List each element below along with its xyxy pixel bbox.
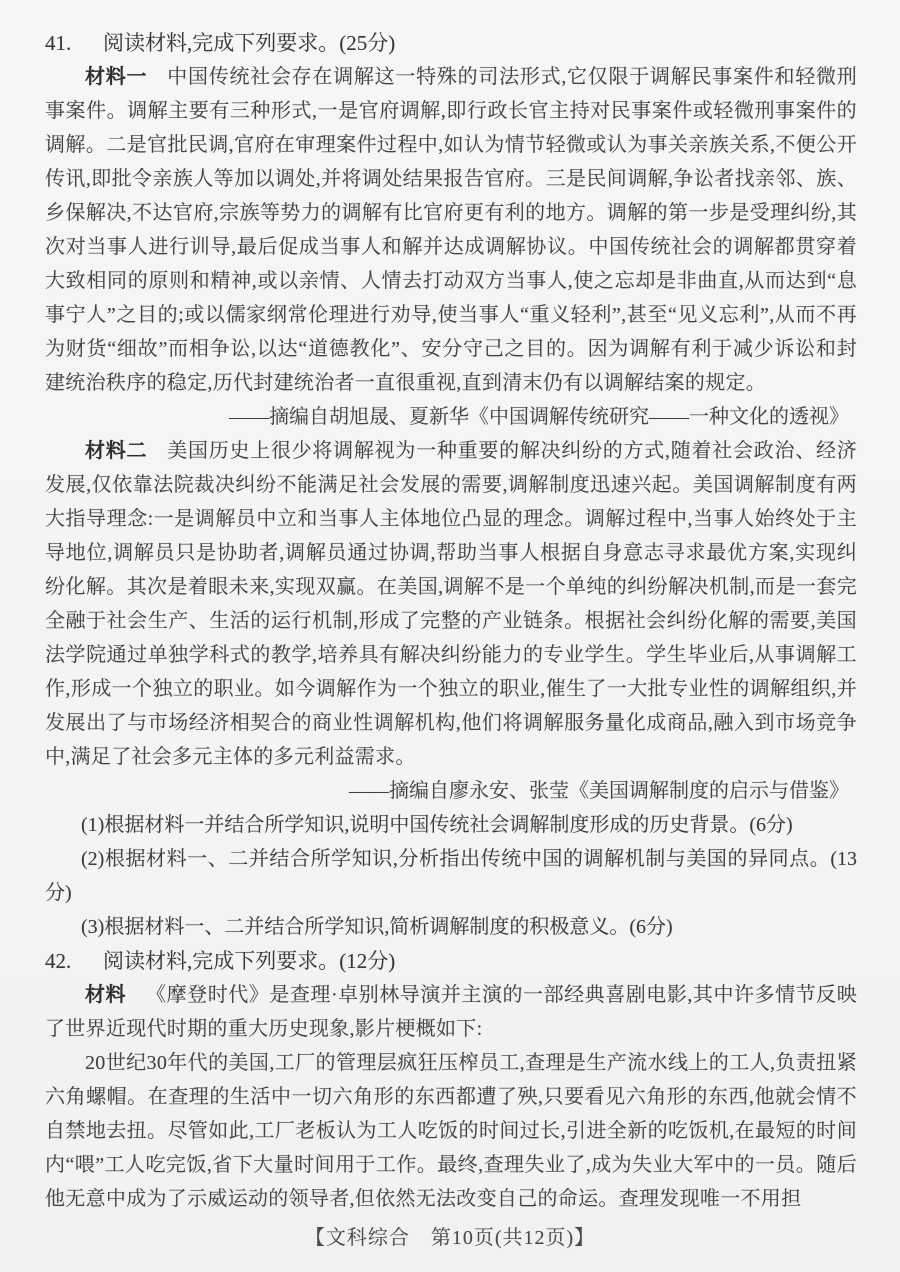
material-1-source: ——摘编自胡旭晟、夏新华《中国调解传统研究——一种文化的透视》 — [229, 406, 849, 428]
material-1-paragraph — [45, 60, 857, 400]
question-42-number: 42. — [45, 949, 72, 973]
question-42-prompt: 阅读材料,完成下列要求。(12分) — [103, 949, 396, 973]
material-2-label: 材料二 — [85, 440, 148, 462]
material-42-intro: 《摩登时代》是查理·卓别林导演并主演的一部经典喜剧电影,其中许多情节反映了世界近现代时期的重大历史现象,影片梗概如下: — [45, 984, 857, 1040]
sub-question-1: (1)根据材料一并结合所学知识,说明中国传统社会调解制度形成的历史背景。(6分) — [81, 814, 793, 836]
question-41-heading — [45, 26, 857, 60]
sub-question-2: (2)根据材料一、二并结合所学知识,分析指出传统中国的调解机制与美国的异同点。(13分) — [45, 848, 857, 904]
material-2-text: 美国历史上很少将调解视为一种重要的解决纠纷的方式,随着社会政治、经济发展,仅依靠法院裁决纠纷不能满足社会发展的需要,调解制度迅速兴起。美国调解制度有两大指导理念:一是调解员中立和当事人主体地位凸显的理念。调解过程中,当事人始终处于主导地位,调解员只是协助者,调解员通过协调,帮助当事人根据自身意志寻求最优方案,实现纠纷化解。其次是着眼未来,实现双赢。在美国,调解不是一个单纯的纠纷解决机制,而是一套完全融于社会生产、生活的运行机制,形成了完整的产业链条。根据社会纠纷化解的需要,美国法学院通过单独学科式的教学,培养具有解决纠纷能力的专业学生。学生毕业后,从事调解工作,形成一个独立的职业。如今调解作为一个独立的职业,催生了一大批专业性的调解组织,并发展出了与市场经济相契合的商业性调解机构,他们将调解服务量化成商品,融入到市场竞争中,满足了社会多元主体的多元利益需求。 — [45, 440, 857, 768]
material-1-label: 材料一 — [85, 66, 148, 88]
question-42-section — [45, 944, 857, 1216]
sub-question-3: (3)根据材料一、二并结合所学知识,简析调解制度的积极意义。(6分) — [81, 916, 673, 938]
material-1-text: 中国传统社会存在调解这一特殊的司法形式,它仅限于调解民事案件和轻微刑事案件。调解主要有三种形式,一是官府调解,即行政长官主持对民事案件或轻微刑事案件的调解。二是官批民调,官府在审理案件过程中,如认为情节轻微或认为事关亲族关系,不便公开传讯,即批令亲族人等加以调处,并将调处结果报告官府。三是民间调解,争讼者找亲邻、族、乡保解决,不达官府,宗族等势力的调解有比官府更有利的地方。调解的第一步是受理纠纷,其次对当事人进行训导,最后促成当事人和解并达成调解协议。中国传统社会的调解都贯穿着大致相同的原则和精神,或以亲情、人情去打动双方当事人,使之忘却是非曲直,从而达到“息事宁人”之目的;或以儒家纲常伦理进行劝导,使当事人“重义轻利”,甚至“见义忘利”,从而不再为财货“细故”而相争讼,以达“道德教化”、安分守己之目的。因为调解有利于减少诉讼和封建统治秩序的稳定,历代封建统治者一直很重视,直到清末仍有以调解结案的规定。 — [45, 66, 857, 394]
material-42-body-paragraph: 20世纪30年代的美国,工厂的管理层疯狂压榨员工,查理是生产流水线上的工人,负责扭紧六角螺帽。在查理的生活中一切六角形的东西都遭了殃,只要看见六角形的东西,他就会情不自禁地去扭。尽管如此,工厂老板认为工人吃饭的时间过长,引进全新的吃饭机,在最短的时间内“喂”工人吃完饭,省下大量时间用于工作。最终,查理失业了,成为失业大军中的一员。随后他无意中成为了示威运动的领导者,但依然无法改变自己的命运。查理发现唯一不用担 — [45, 1052, 857, 1210]
material-2-paragraph — [45, 434, 857, 774]
question-41-section — [45, 26, 857, 944]
question-42-heading — [45, 944, 857, 978]
material-2-source: ——摘编自廖永安、张莹《美国调解制度的启示与借鉴》 — [349, 780, 849, 802]
material-42-label: 材料 — [85, 984, 127, 1006]
question-41-prompt: 阅读材料,完成下列要求。(25分) — [103, 31, 396, 55]
material-42-intro-paragraph — [45, 978, 857, 1046]
footer-page-info: 【文科综合 第10页(共12页)】 — [304, 1227, 596, 1249]
question-41-number: 41. — [45, 31, 72, 55]
